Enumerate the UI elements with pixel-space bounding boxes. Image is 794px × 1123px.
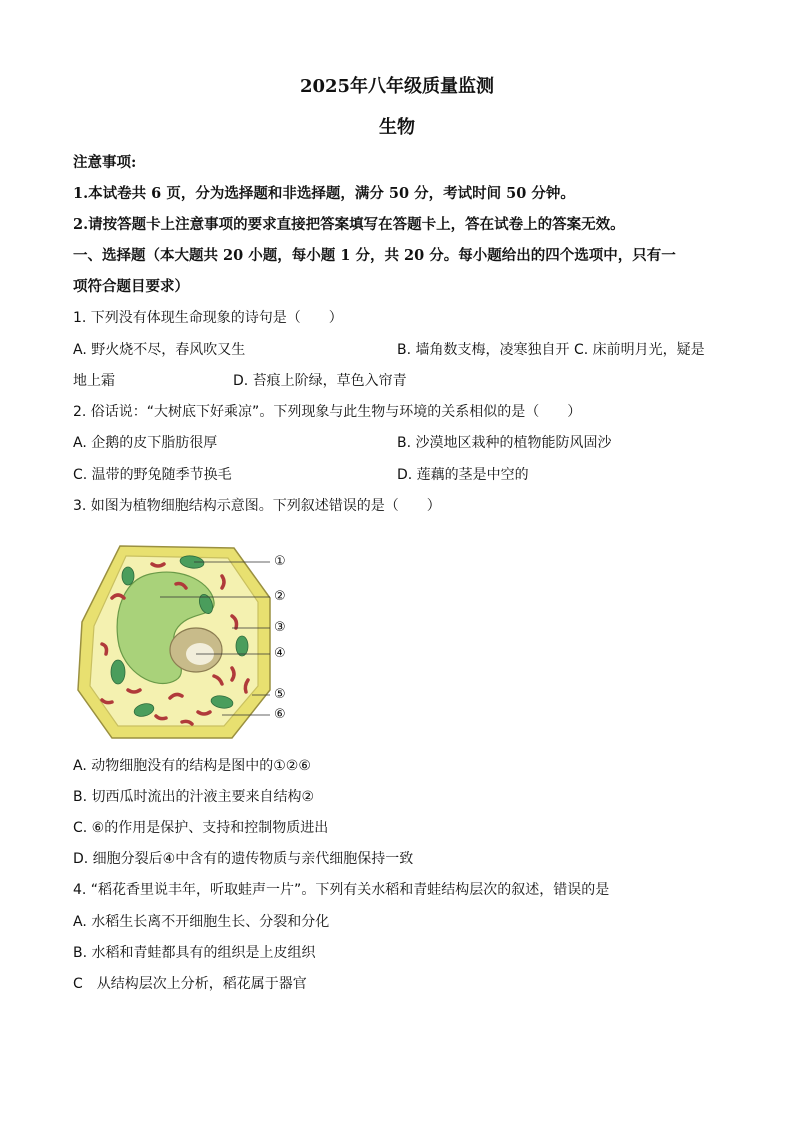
notes-item-2: 2.请按答题卡上注意事项的要求直接把答案填写在答题卡上，答在试卷上的答案无效。 xyxy=(73,216,625,233)
q2-option-a: A. 企鹅的皮下脂肪很厚 xyxy=(73,435,218,451)
subject-title: 生物 xyxy=(379,117,415,138)
q3-stem: 3. 如图为植物细胞结构示意图。下列叙述错误的是（ ） xyxy=(73,498,441,514)
q3-option-d: D. 细胞分裂后④中含有的遗传物质与亲代细胞保持一致 xyxy=(73,851,414,867)
q1-option-c-continued: 地上霜 xyxy=(73,373,115,389)
q2-option-b: B. 沙漠地区栽种的植物能防风固沙 xyxy=(397,435,612,451)
label-4: ④ xyxy=(274,646,286,661)
q2-option-c: C. 温带的野兔随季节换毛 xyxy=(73,467,232,483)
q4-option-c: C 从结构层次上分析，稻花属于器官 xyxy=(73,976,307,992)
q1-option-a: A. 野火烧不尽，春风吹又生 xyxy=(73,342,246,358)
label-6: ⑥ xyxy=(274,707,286,722)
section-heading-line2: 项符合题目要求） xyxy=(73,278,189,295)
q2-stem: 2. 俗话说：“大树底下好乘凉”。下列现象与此生物与环境的关系相似的是（ ） xyxy=(73,404,582,420)
q1-option-d: D. 苔痕上阶绿，草色入帘青 xyxy=(233,373,407,389)
q1-option-b-c: B. 墙角数支梅，凌寒独自开 C. 床前明月光，疑是 xyxy=(397,342,705,358)
q4-option-a: A. 水稻生长离不开细胞生长、分裂和分化 xyxy=(73,914,330,930)
q2-option-d: D. 莲藕的茎是中空的 xyxy=(397,467,529,483)
exam-title: 2025年八年级质量监测 xyxy=(299,76,495,97)
q3-option-a: A. 动物细胞没有的结构是图中的①②⑥ xyxy=(73,758,311,774)
notes-heading: 注意事项: xyxy=(73,154,137,171)
label-1: ① xyxy=(274,554,286,569)
q3-option-c: C. ⑥的作用是保护、支持和控制物质进出 xyxy=(73,820,329,836)
label-5: ⑤ xyxy=(274,687,286,702)
q4-option-b: B. 水稻和青蛙都具有的组织是上皮组织 xyxy=(73,945,316,961)
q4-stem: 4. “稻花香里说丰年，听取蛙声一片”。下列有关水稻和青蛙结构层次的叙述，错误的是 xyxy=(73,882,610,898)
q3-option-b: B. 切西瓜时流出的汁液主要来自结构② xyxy=(73,789,315,805)
plant-cell-diagram xyxy=(72,540,302,745)
label-2: ② xyxy=(274,589,286,604)
q1-stem: 1. 下列没有体现生命现象的诗句是（ ） xyxy=(73,310,343,326)
notes-item-1: 1.本试卷共 6 页，分为选择题和非选择题，满分 50 分，考试时间 50 分钟。 xyxy=(73,185,575,202)
section-heading-line1: 一、选择题（本大题共 20 小题，每小题 1 分，共 20 分。每小题给出的四个选项中，只有一 xyxy=(73,247,676,264)
label-3: ③ xyxy=(274,620,286,635)
